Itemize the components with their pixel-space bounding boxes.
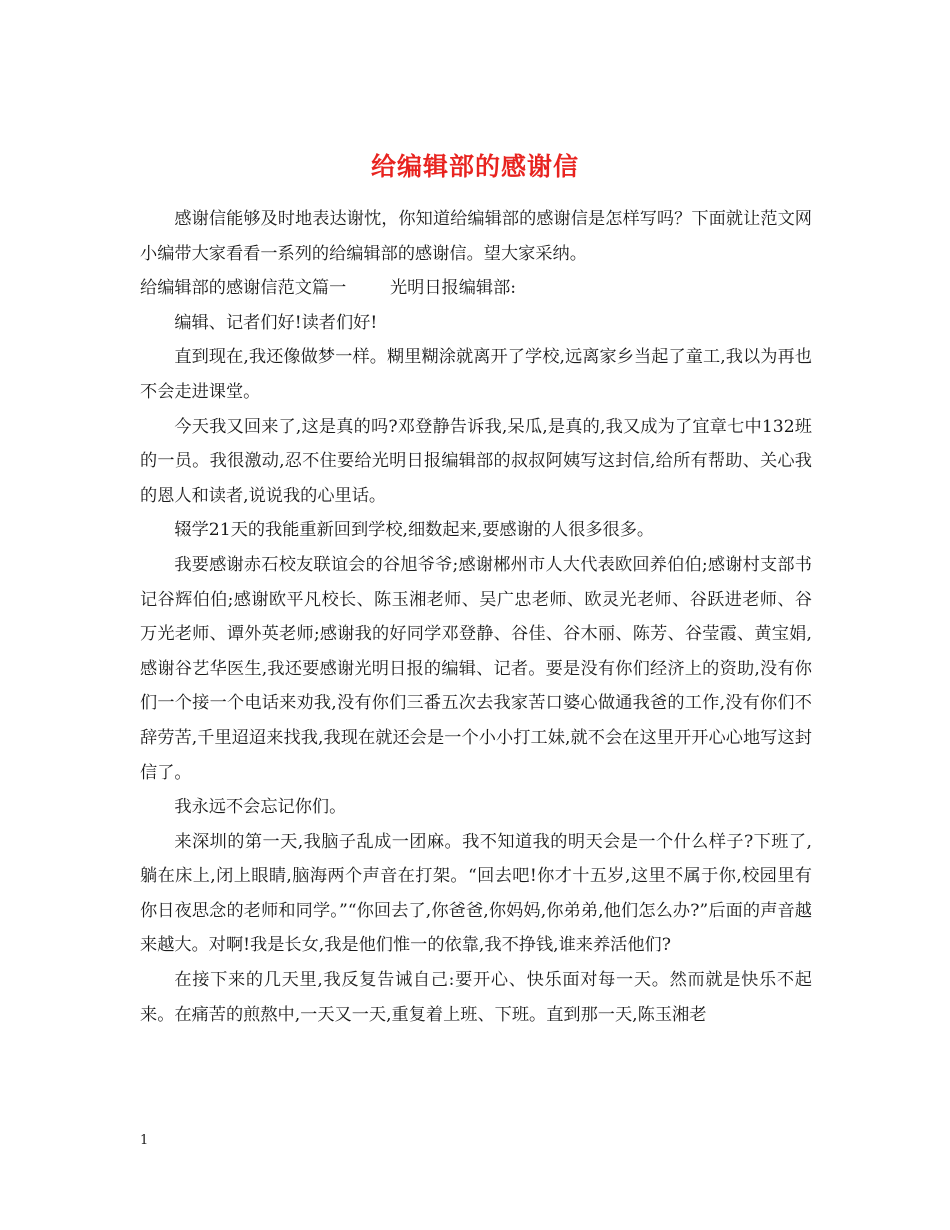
page-number: 1: [140, 1133, 149, 1148]
body-paragraph: 我要感谢赤石校友联谊会的谷旭爷爷;感谢郴州市人大代表欧回养伯伯;感谢村支部书记谷辉伯伯;感谢欧平凡校长、陈玉湘老师、吴广忠老师、欧灵光老师、谷跃进老师、谷万光老师、谭外英老师;感谢我的好同学邓登静、谷佳、谷木丽、陈芳、谷莹霞、黄宝娟,感谢谷艺华医生,我还要感谢光明日报的编辑、记者。要是没有你们经济上的资助,没有你们一个接一个电话来劝我,没有你们三番五次去我家苦口婆心做通我爸的工作,没有你们不辞劳苦,千里迢迢来找我,我现在就还会是一个小小打工妹,就不会在这里开开心心地写这封信了。: [140, 554, 812, 783]
section-title: 给编辑部的感谢信范文篇一: [140, 278, 347, 299]
letter-greeting: 编辑、记者们好!读者们好!: [174, 312, 378, 333]
body-paragraph: 在接下来的几天里,我反复告诫自己:要开心、快乐面对每一天。然而就是快乐不起来。在痛苦的煎熬中,一天又一天,重复着上班、下班。直到那一天,陈玉湘老: [140, 970, 812, 1025]
letter-recipient: 光明日报编辑部:: [389, 278, 517, 299]
letter-heading-line: [140, 271, 812, 306]
body-paragraph: 今天我又回来了,这是真的吗?邓登静告诉我,呆瓜,是真的,我又成为了宜章七中132班的一员。我很激动,忍不住要给光明日报编辑部的叔叔阿姨写这封信,给所有帮助、关心我的恩人和读者,说说我的心里话。: [140, 416, 812, 506]
body-paragraph: 直到现在,我还像做梦一样。糊里糊涂就离开了学校,远离家乡当起了童工,我以为再也不会走进课堂。: [140, 347, 812, 402]
letter-body: [140, 202, 812, 1032]
page-title: 给编辑部的感谢信: [370, 151, 579, 181]
body-paragraph: 我永远不会忘记你们。: [174, 797, 347, 818]
intro-paragraph: 感谢信能够及时地表达谢忱，你知道给编辑部的感谢信是怎样写吗？下面就让范文网小编带大家看看一系列的给编辑部的感谢信。望大家采纳。: [140, 209, 812, 264]
body-paragraph: 辍学21天的我能重新回到学校,细数起来,要感谢的人很多很多。: [174, 520, 655, 541]
body-paragraph: 来深圳的第一天,我脑子乱成一团麻。我不知道我的明天会是一个什么样子?下班了,躺在床上,闭上眼睛,脑海两个声音在打架。“回去吧!你才十五岁,这里不属于你,校园里有你日夜思念的老师和同学。”“你回去了,你爸爸,你妈妈,你弟弟,他们怎么办?”后面的声音越来越大。对啊!我是长女,我是他们惟一的依靠,我不挣钱,谁来养活他们?: [140, 831, 812, 956]
